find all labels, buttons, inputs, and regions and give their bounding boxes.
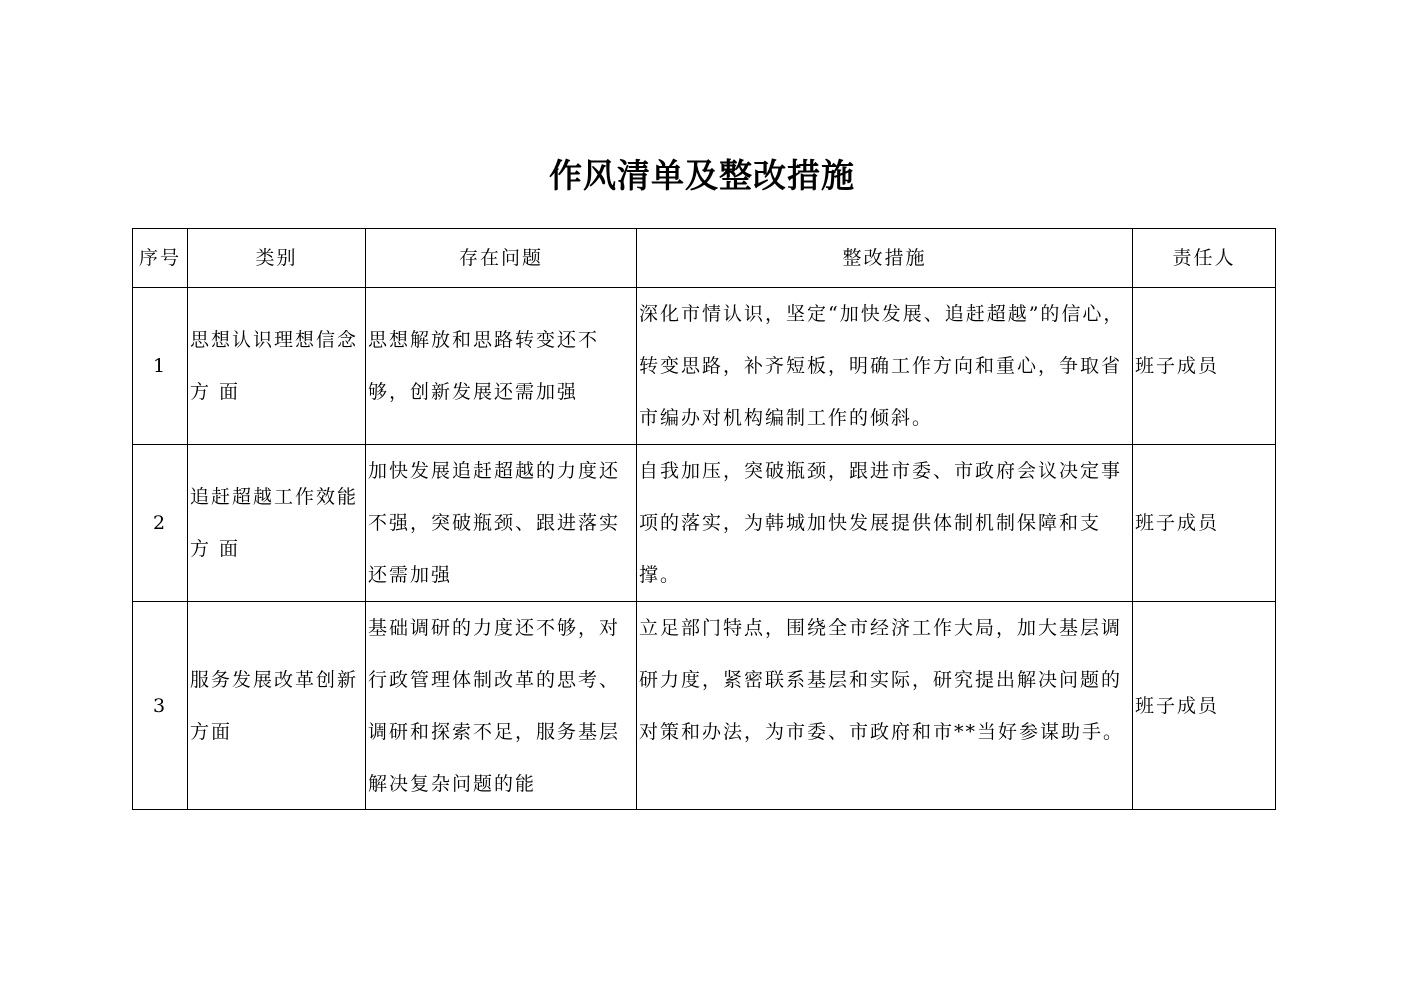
header-no: 序号: [133, 229, 188, 288]
row-issue: 加快发展追赶超越的力度还不强，突破瓶颈、跟进落实还需加强: [366, 445, 637, 602]
row-number: 3: [133, 602, 188, 810]
row-measure-text: 立足部门特点，围绕全市经济工作大局，加大基层调研力度，紧密联系基层和实际，研究提出解决问题的对策和办法，为市委、市政府和市**当好参谋助手。: [639, 617, 1125, 743]
row-category: 服务发展改革创新方面: [188, 602, 366, 810]
row-number: 2: [133, 445, 188, 602]
table-row: [133, 445, 1276, 602]
row-owner: 班子成员: [1133, 602, 1276, 810]
header-owner: 责任人: [1133, 229, 1276, 288]
table-row: [133, 602, 1276, 810]
row-issue: 思想解放和思路转变还不够，创新发展还需加强: [366, 288, 637, 445]
document-title: 作风清单及整改措施: [549, 156, 855, 195]
header-issue: 存在问题: [366, 229, 637, 288]
table-row: [133, 288, 1276, 445]
row-measure: [637, 602, 1133, 810]
row-issue-text: 基础调研的力度还不够，对行政管理体制改革的思考、调研和探索不足，服务基层解决复杂问题的能: [368, 617, 621, 795]
row-owner: 班子成员: [1133, 445, 1276, 602]
row-category: 追赶超越工作效能方 面: [188, 445, 366, 602]
rectification-table: [132, 228, 1276, 810]
row-measure: 深化市情认识，坚定“加快发展、追赶超越”的信心，转变思路，补齐短板，明确工作方向和重心，争取省市编办对机构编制工作的倾斜。: [637, 288, 1133, 445]
row-issue: [366, 602, 637, 810]
row-measure: 自我加压，突破瓶颈，跟进市委、市政府会议决定事项的落实，为韩城加快发展提供体制机制保障和支撑。: [637, 445, 1133, 602]
header-measure: 整改措施: [637, 229, 1133, 288]
header-category: 类别: [188, 229, 366, 288]
row-number: 1: [133, 288, 188, 445]
row-category: 思想认识理想信念方 面: [188, 288, 366, 445]
table-header-row: [133, 229, 1276, 288]
row-owner: 班子成员: [1133, 288, 1276, 445]
